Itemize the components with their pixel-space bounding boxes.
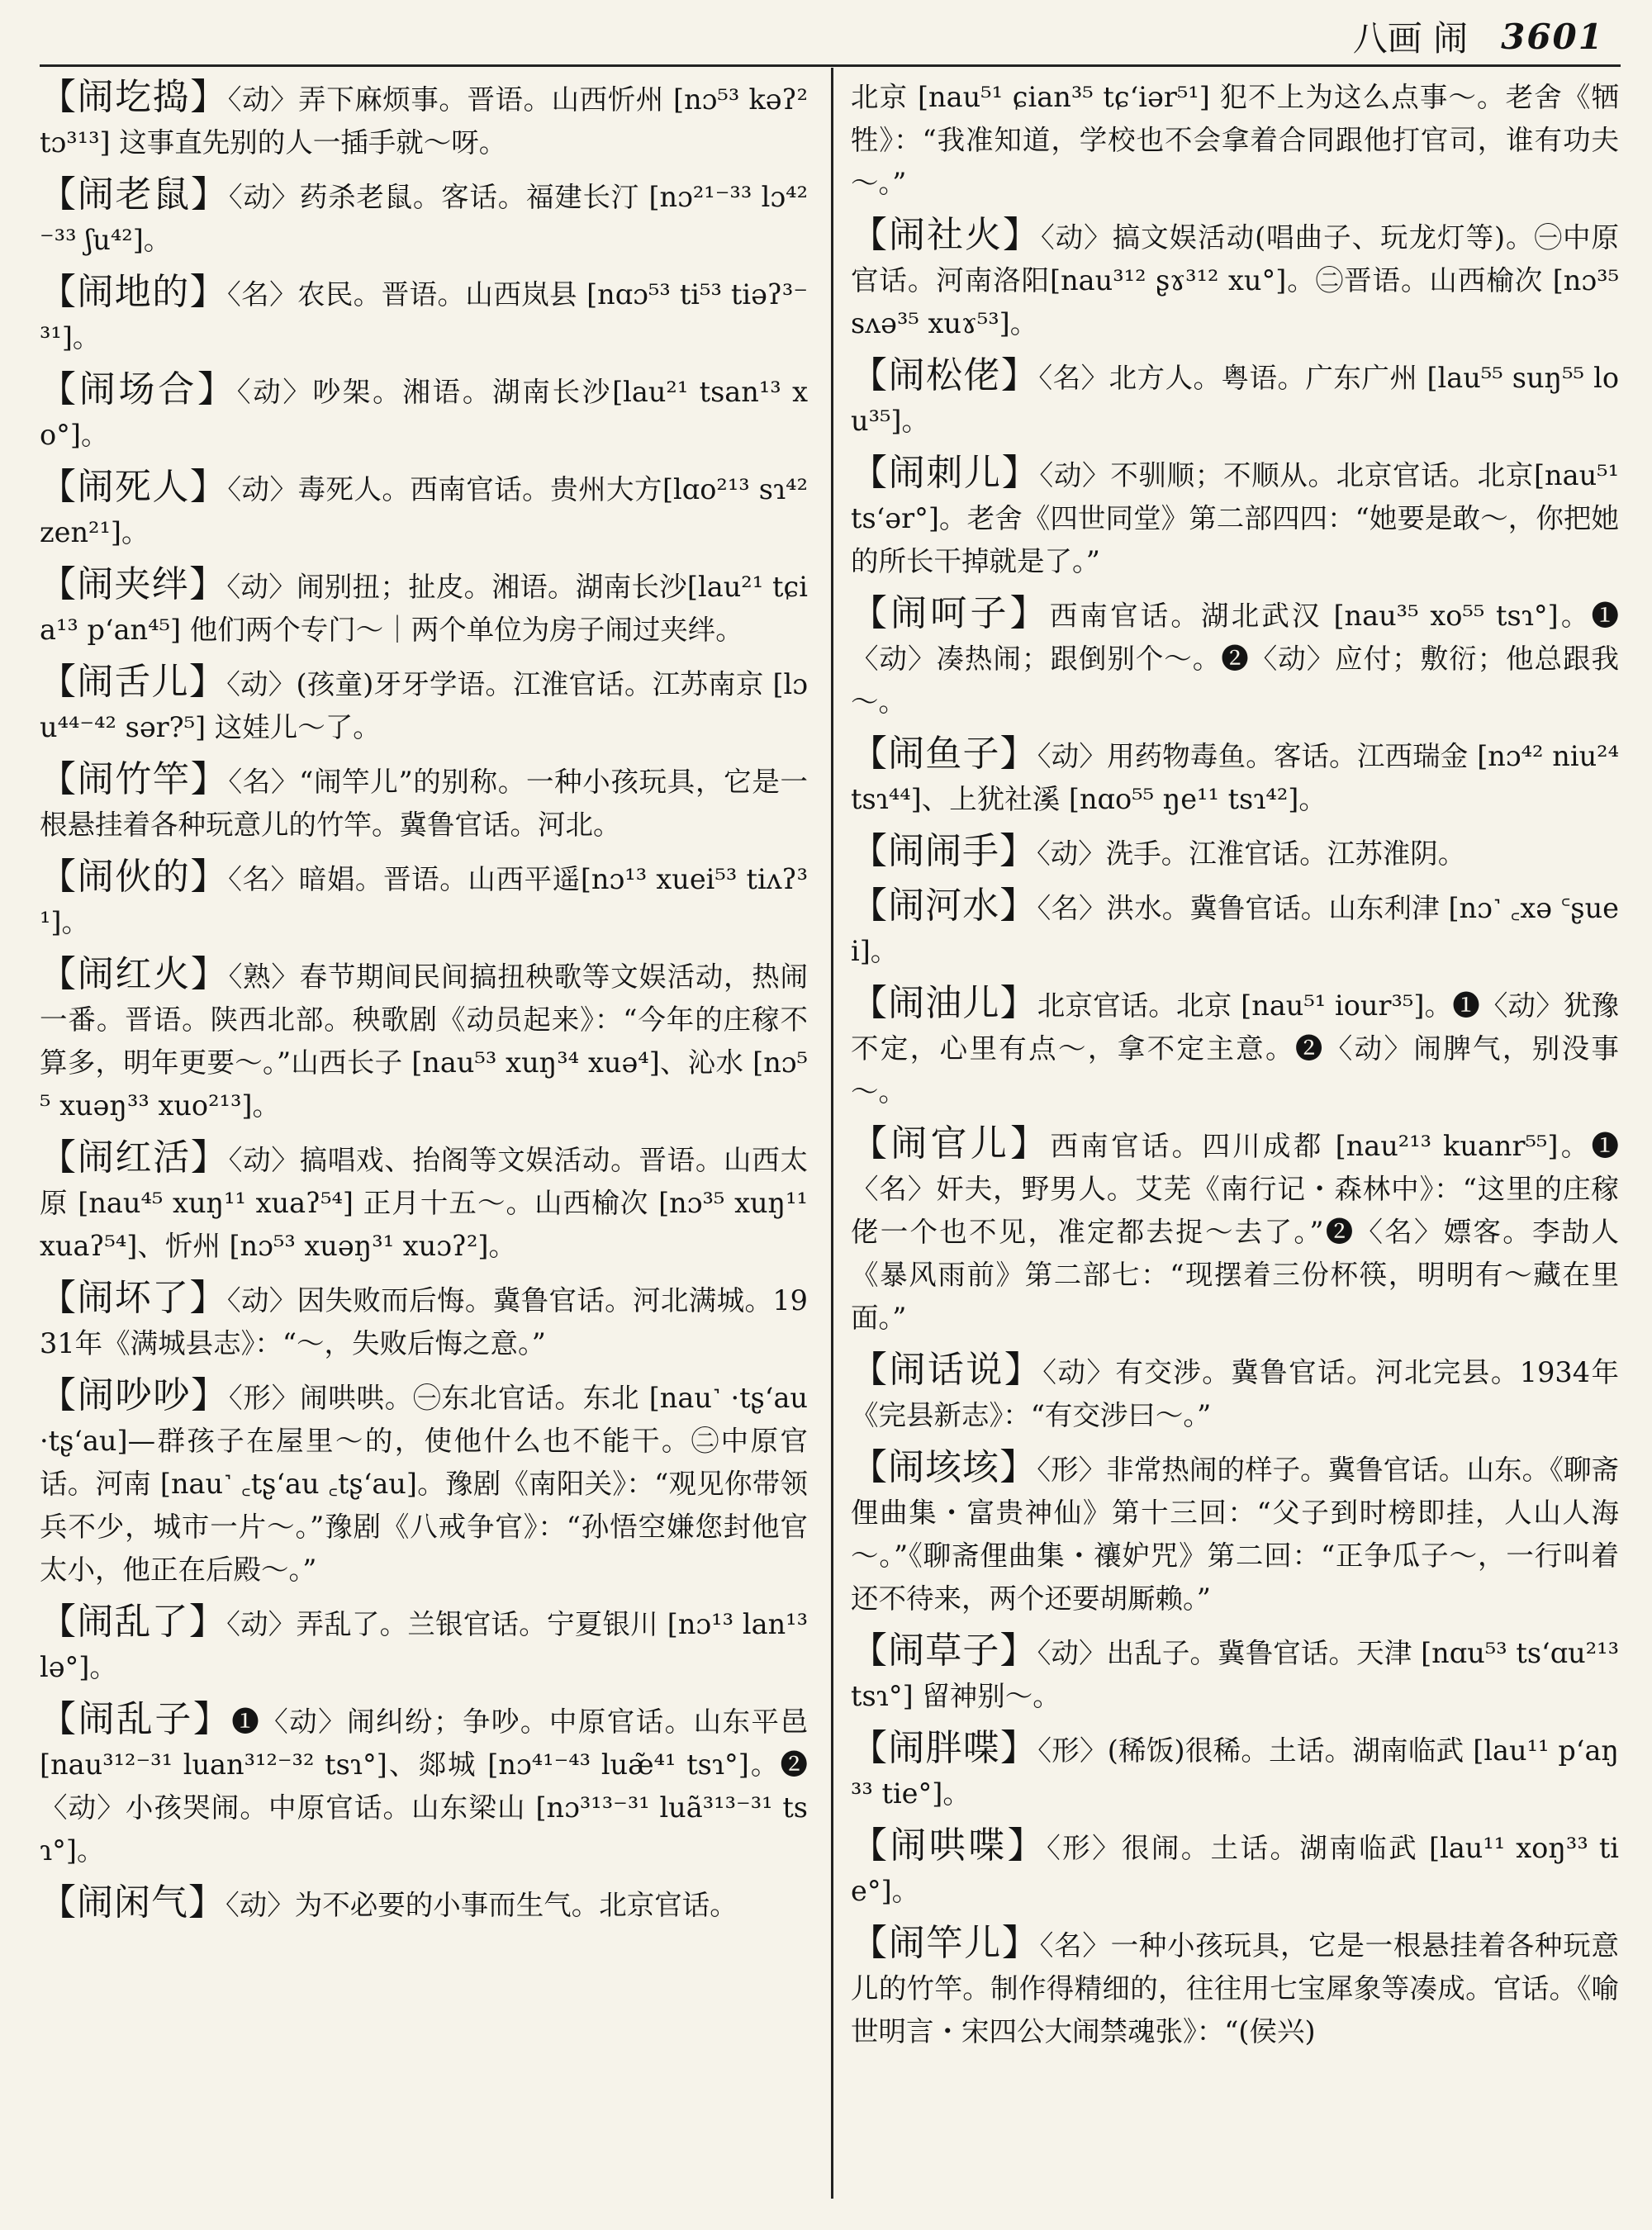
column-divider — [831, 68, 833, 2199]
entry-headword: 【闹场合】 — [40, 368, 237, 410]
dictionary-entry — [851, 885, 1619, 973]
entry-headword: 【闹松佬】 — [851, 354, 1039, 396]
entry-definition: 〈动〉(孩童)牙牙学语。江淮官话。江苏南京 [lɔu⁴⁴⁻⁴² sər?⁵] 这娃儿～了。 — [40, 668, 808, 743]
entry-definition: 〈动〉有交涉。冀鲁官话。河北完县。1934年《完县新志》：“有交涉曰～。” — [851, 1356, 1619, 1431]
entry-definition: 〈名〉农民。晋语。山西岚县 [nɑɔ⁵³ ti⁵³ tiəʔ³⁻³¹]。 — [40, 278, 809, 353]
entry-definition: 〈动〉药杀老鼠。客话。福建长汀 [nɔ²¹⁻³³ lɔ⁴²⁻³³ ʃu⁴²]。 — [40, 181, 808, 256]
entry-definition: 〈动〉用药物毒鱼。客话。江西瑞金 [nɔ⁴² niu²⁴ tsɿ⁴⁴]、上犹社溪 [nɑo⁵⁵ ŋe¹¹ tsɿ⁴²]。 — [851, 740, 1620, 815]
entry-definition: 〈名〉暗娼。晋语。山西平遥[nɔ¹³ xuei⁵³ tiʌʔ³¹]。 — [40, 863, 809, 938]
dictionary-entry — [40, 661, 808, 749]
entry-headword: 【闹夹绊】 — [40, 563, 227, 605]
entry-headword: 【闹死人】 — [40, 466, 228, 508]
entry-headword: 【闹官儿】 — [851, 1122, 1051, 1165]
dictionary-entry — [851, 1349, 1619, 1437]
entry-headword: 【闹红火】 — [40, 953, 229, 995]
dictionary-entry — [40, 271, 808, 359]
dictionary-entry — [851, 1446, 1619, 1620]
entry-headword: 【闹老鼠】 — [40, 173, 229, 216]
entry-headword: 【闹地的】 — [40, 271, 228, 313]
entry-definition: 〈动〉毒死人。西南官话。贵州大方[lɑo²¹³ sɿ⁴² zen²¹]。 — [40, 473, 808, 548]
entry-definition: 〈名〉一种小孩玩具，它是一根悬挂着各种玩意儿的竹竿。制作得精细的，往往用七宝犀象等凑成。官话。《喻世明言・宋四公大闹禁魂张》：“(侯兴) — [851, 1929, 1620, 2047]
entry-headword: 【闹竿儿】 — [851, 1922, 1040, 1964]
entry-headword: 【闹油儿】 — [851, 982, 1037, 1024]
header-rule — [40, 64, 1621, 67]
dictionary-entry — [40, 173, 808, 262]
entry-definition: 〈动〉为不必要的小事而生气。北京官话。 — [225, 1889, 738, 1921]
entry-headword: 【闹鱼子】 — [851, 733, 1037, 775]
dictionary-entry — [851, 214, 1619, 345]
entry-definition: 北京官话。北京 [nau⁵¹ iour³⁵]。❶〈动〉犹豫不定，心里有点～，拿不定主意。❷〈动〉闹脾气，别没事～。 — [851, 989, 1620, 1108]
dictionary-entry — [40, 368, 808, 457]
dictionary-entry — [40, 76, 808, 164]
entry-headword: 【闹哄喋】 — [851, 1824, 1047, 1867]
entry-headword: 【闹乱子】 — [40, 1698, 232, 1740]
dictionary-entry — [851, 1824, 1619, 1913]
entry-headword: 【闹坏了】 — [40, 1277, 227, 1319]
entry-headword: 【闹舌儿】 — [40, 661, 227, 703]
entry-headword: 【闹闲气】 — [40, 1881, 225, 1924]
entry-headword: 【闹乱了】 — [40, 1601, 227, 1643]
dictionary-entry — [40, 1601, 808, 1689]
dictionary-entry — [851, 830, 1619, 875]
entry-definition: 〈动〉因失败而后悔。冀鲁官话。河北满城。1931年《满城县志》：“～，失败后悔之意。” — [40, 1284, 808, 1359]
entry-headword: 【闹圪捣】 — [40, 76, 228, 118]
dictionary-entry — [40, 758, 808, 847]
dictionary-entry — [851, 1122, 1619, 1340]
entry-headword: 【闹社火】 — [851, 214, 1041, 256]
entry-definition: 西南官话。湖北武汉 [nau³⁵ xo⁵⁵ tsɿ°]。❶〈动〉凑热闹；跟倒别个～。❷〈动〉应付；敷衍；他总跟我～。 — [851, 600, 1620, 718]
entry-continuation: 北京 [nau⁵¹ ɕian³⁵ tɕ‘iər⁵¹] 犯不上为这么点事～。老舍《牺牲》：“我准知道，学校也不会拿着合同跟他打官司，谁有功夫～。” — [851, 81, 1619, 199]
dictionary-entry — [851, 1630, 1619, 1718]
entry-definition: 〈动〉搞文娱活动(唱曲子、玩龙灯等)。㊀中原官话。河南洛阳[nau³¹² ʂɤ³¹² xu°]。㊁晋语。山西榆次 [nɔ³⁵ sʌə³⁵ xuɤ⁵³]。 — [851, 221, 1620, 339]
page-header — [1353, 12, 1604, 61]
entry-definition: 〈动〉闹别扭；扯皮。湘语。湖南长沙[lau²¹ tɕia¹³ p‘an⁴⁵] 他们两个专门～｜两个单位为房子闹过夹绊。 — [40, 571, 808, 646]
entry-definition: 〈名〉“闹竿儿”的别称。一种小孩玩具，它是一根悬挂着各种玩意儿的竹竿。冀鲁官话。河北。 — [40, 766, 808, 841]
right-column — [851, 76, 1619, 2062]
entry-definition: 〈动〉弄乱了。兰银官话。宁夏银川 [nɔ¹³ lan¹³ lə°]。 — [40, 1608, 809, 1683]
dictionary-entry — [851, 1922, 1619, 2053]
entry-definition: 〈动〉弄下麻烦事。晋语。山西忻州 [nɔ⁵³ kəʔ² tɔ³¹³] 这事直先别的人一插手就～呀。 — [40, 83, 809, 159]
dictionary-entry — [851, 1727, 1619, 1815]
entry-definition: 〈形〉非常热闹的样子。冀鲁官话。山东。《聊斋俚曲集・富贵神仙》第十三回：“父子到时榜即挂，人山人海～。”《聊斋俚曲集・禳妒咒》第二回：“正争瓜子～，一行叫着还不待来，两个还要胡厮赖。” — [851, 1454, 1620, 1615]
entry-definition: 〈形〉闹哄哄。㊀东北官话。东北 [nau˺ ·tʂ‘au ·tʂ‘au]—群孩子在屋里～的，使他什么也不能干。㊁中原官话。河南 [nau˺ ꜀tʂ‘au ꜀tʂ‘au]。豫剧《南阳关》：“观见你带领兵不少，城市一片～。”豫剧《八戒争官》：“孙悟空嫌您封他官太小，他正在后殿～。” — [40, 1382, 808, 1586]
entry-definition: 〈动〉出乱子。冀鲁官话。天津 [nɑu⁵³ ts‘ɑu²¹³ tsɿ°] 留神别～。 — [851, 1637, 1620, 1712]
entry-headword: 【闹草子】 — [851, 1630, 1037, 1672]
entry-headword: 【闹垓垓】 — [851, 1446, 1037, 1488]
dictionary-entry — [851, 733, 1619, 821]
entry-headword: 【闹伙的】 — [40, 856, 229, 898]
entry-headword: 【闹吵吵】 — [40, 1374, 229, 1416]
dictionary-entry — [40, 1277, 808, 1365]
entry-definition: 〈名〉北方人。粤语。广东广州 [lau⁵⁵ suŋ⁵⁵ lou³⁵]。 — [851, 362, 1619, 437]
entry-headword: 【闹胖喋】 — [851, 1727, 1038, 1769]
entry-definition: 〈熟〉春节期间民间搞扭秧歌等文娱活动，热闹一番。晋语。陕西北部。秧歌剧《动员起来》：“今年的庄稼不算多，明年更要～。”山西长子 [nau⁵³ xuŋ³⁴ xuə⁴]、沁水 [nɔ⁵⁵ xuəŋ³³ xuo²¹³]。 — [40, 961, 809, 1122]
dictionary-entry — [40, 1136, 808, 1268]
entry-definition: 〈动〉洗手。江淮官话。江苏淮阴。 — [1037, 837, 1466, 870]
entry-headword: 【闹河水】 — [851, 885, 1037, 927]
entry-headword: 【闹红活】 — [40, 1136, 229, 1179]
entry-definition: 〈形〉(稀饭)很稀。土话。湖南临武 [lau¹¹ p‘aŋ³³ tie°]。 — [851, 1734, 1619, 1810]
dictionary-entry — [40, 1881, 808, 1927]
dictionary-entry — [40, 563, 808, 652]
entry-headword: 【闹呵子】 — [851, 592, 1050, 634]
entry-definition: 〈动〉吵架。湘语。湖南长沙[lau²¹ tsan¹³ xo°]。 — [40, 376, 808, 451]
page-number: 3601 — [1501, 16, 1604, 57]
section-label: 八画 闹 — [1352, 18, 1469, 59]
entry-headword: 【闹刺儿】 — [851, 452, 1040, 494]
dictionary-entry — [40, 953, 808, 1127]
dictionary-entry — [851, 982, 1619, 1113]
entry-definition: 〈名〉洪水。冀鲁官话。山东利津 [nɔ˺ ꜀xə ꜂ʂuei]。 — [851, 892, 1619, 967]
entry-definition: 〈动〉搞唱戏、抬阁等文娱活动。晋语。山西太原 [nau⁴⁵ xuŋ¹¹ xuaʔ⁵⁴] 正月十五～。山西榆次 [nɔ³⁵ xuŋ¹¹ xuaʔ⁵⁴]、忻州 [nɔ⁵³ xuəŋ³¹ xuɔʔ²]。 — [40, 1144, 809, 1262]
entry-headword: 【闹竹竿】 — [40, 758, 229, 800]
dictionary-entry — [851, 452, 1619, 583]
dictionary-entry — [851, 354, 1619, 443]
dictionary-entry — [40, 856, 808, 944]
left-column — [40, 76, 808, 1936]
entry-definition: 〈形〉很闹。土话。湖南临武 [lau¹¹ xoŋ³³ tie°]。 — [851, 1832, 1620, 1907]
entry-definition: ❶〈动〉闹纠纷；争吵。中原官话。山东平邑 [nau³¹²⁻³¹ luan³¹²⁻³² tsɿ°]、郯城 [nɔ⁴¹⁻⁴³ luæ̃⁴¹ tsɿ°]。❷〈动〉小孩哭闹。中原官话。山东梁山 [nɔ³¹³⁻³¹ luã³¹³⁻³¹ tsɿ°]。 — [40, 1706, 809, 1867]
dictionary-entry — [40, 466, 808, 554]
entry-definition: 西南官话。四川成都 [nau²¹³ kuanr⁵⁵]。❶〈名〉奸夫，野男人。艾芜《南行记・森林中》：“这里的庄稼佬一个也不见，准定都去捉～去了。”❷〈名〉嫖客。李劼人《暴风雨前》第二部七：“现摆着三份杯筷，明明有～藏在里面。” — [851, 1130, 1619, 1334]
dictionary-entry — [40, 1374, 808, 1592]
dictionary-entry — [851, 592, 1619, 724]
entry-headword: 【闹话说】 — [851, 1349, 1043, 1391]
entry-headword: 【闹闹手】 — [851, 830, 1037, 872]
entry-definition: 〈动〉不驯顺；不顺从。北京官话。北京[nau⁵¹ ts‘ər°]。老舍《四世同堂》第二部四四：“她要是敢～，你把她的所长干掉就是了。” — [851, 459, 1620, 577]
dictionary-entry — [40, 1698, 808, 1872]
